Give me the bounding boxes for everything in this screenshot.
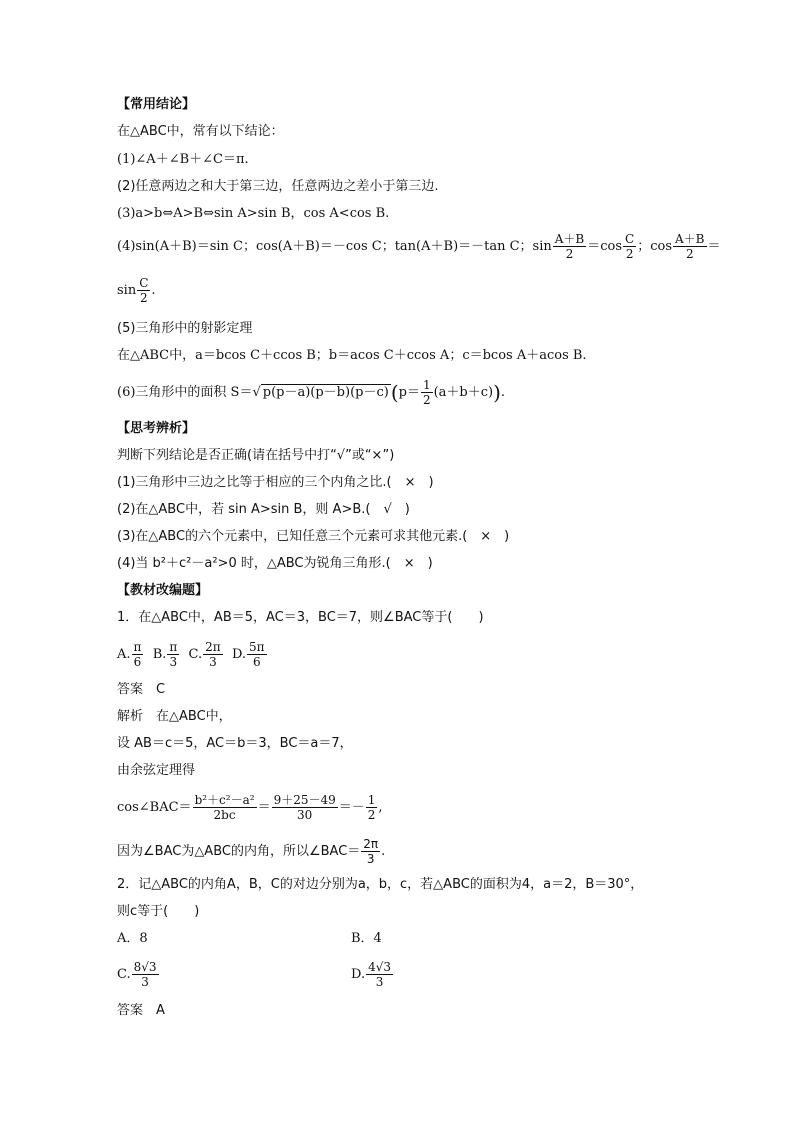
option-c-value <box>132 960 159 989</box>
heron-radicand: p(p－a)(p－b)(p－c) <box>262 385 389 400</box>
fraction-numerator: A＋B <box>675 232 705 246</box>
question-2-answer: 答案 A <box>117 1003 165 1018</box>
judge-3: (3)在△ABC的六个元素中，已知任意三个元素可求其他元素.( × ) <box>117 529 510 544</box>
judge-2: (2)在△ABC中，若 sin A>sin B，则 A>B.( √ ) <box>117 502 410 517</box>
half-angle-fraction-2 <box>673 232 707 261</box>
conclusion-6: (6)三角形中的面积 S＝√ p(p－a)(p－b)(p－c) (p＝ $\frac{1}{2}$ (a＋b＋c)). <box>117 378 506 407</box>
question-1-analysis: 解析 在△ABC中， <box>117 709 232 724</box>
fraction-numerator: 1 <box>422 378 431 392</box>
fraction-denominator: 6 <box>252 655 261 669</box>
question-2-option-c <box>117 960 160 989</box>
fraction-numerator: 9＋25－49 <box>273 793 336 807</box>
fraction-denominator: 3 <box>209 655 217 669</box>
perimeter-sum: (a＋b＋c) <box>433 385 494 400</box>
fraction-denominator: 2 <box>625 247 634 261</box>
intro-line: 在△ABC中，常有以下结论： <box>117 124 284 139</box>
conclusion-text: 因为∠BAC为△ABC的内角，所以∠BAC＝ <box>117 844 361 859</box>
fraction-numerator: 5π <box>249 640 265 654</box>
judge-4: (4)当 b²＋c²－a²>0 时，△ABC为锐角三角形.( × ) <box>117 556 433 571</box>
numeric-fraction <box>272 793 338 822</box>
fraction-denominator: 2 <box>367 808 376 822</box>
c-half-fraction-2 <box>137 276 150 305</box>
fraction-denominator: 3 <box>141 975 149 989</box>
question-1-cosine: cos∠BAC＝ $\frac{\text{b²＋c²－a²}}{2bc}$ ＝ $\frac{9+25-49}{30}$ ＝－ $\frac{1}{2}$ , <box>117 793 383 822</box>
fraction-denominator: 2 <box>565 247 574 261</box>
angle-result <box>361 837 380 866</box>
option-a-value <box>132 640 144 669</box>
judge-1: (1)三角形中三边之比等于相应的三个内角之比.( × ) <box>117 475 434 490</box>
half-fraction <box>421 378 433 407</box>
fraction-numerator: C <box>625 232 635 246</box>
section-textbook: 【教材改编题】 <box>117 583 209 598</box>
option-a-label: A. <box>117 647 131 662</box>
judge-instruction: 判断下列结论是否正确(请在括号中打“√”或“×”) <box>117 448 395 463</box>
fraction-numerator: 4√3 <box>368 960 392 974</box>
question-1: 1．在△ABC中，AB＝5，AC＝3，BC＝7，则∠BAC等于( ) <box>117 610 484 625</box>
fraction-numerator: 8√3 <box>133 960 157 974</box>
conclusion-2: (2)任意两边之和大于第三边，任意两边之差小于第三边. <box>117 179 439 194</box>
question-2-cont: 则c等于( ) <box>117 904 200 919</box>
question-1-conclusion: 因为∠BAC为△ABC的内角，所以∠BAC＝ $\frac{2\pi}{3}$ . <box>117 837 386 866</box>
option-d-value <box>247 640 267 669</box>
question-2-option-a: A．8 <box>117 931 148 946</box>
fraction-numerator: π <box>169 640 178 654</box>
conclusion-4 <box>117 232 721 261</box>
sin-text: sin <box>117 283 137 298</box>
option-d-value <box>366 960 393 989</box>
option-d-label: D. <box>351 967 366 982</box>
section-thinking: 【思考辨析】 <box>117 421 196 436</box>
fraction-numerator: π <box>133 640 142 654</box>
option-c-label: C. <box>117 967 131 982</box>
option-b-value <box>167 640 179 669</box>
area-label: (6)三角形中的面积 S＝ <box>117 385 253 400</box>
fraction-denominator: 30 <box>297 808 313 822</box>
conclusion-4-cont: sin $\frac{C}{2}$ . <box>117 276 156 305</box>
conclusion-1: (1)∠A＋∠B＋∠C＝π. <box>117 152 249 167</box>
fraction-numerator: C <box>139 276 149 290</box>
half-result <box>366 793 378 822</box>
option-c-label: C. <box>188 647 203 662</box>
fraction-denominator: 6 <box>133 655 142 669</box>
option-d-label: D. <box>231 647 247 662</box>
p-label: p＝ <box>398 385 420 400</box>
fraction-denominator: 3 <box>375 975 384 989</box>
question-1-answer: 答案 C <box>117 682 166 697</box>
conclusion-4-text: (4)sin(A＋B)＝sin C；cos(A＋B)＝－cos C；tan(A＋B)＝－tan C；sin <box>117 239 552 254</box>
conclusion-3: (3)a>b⇔A>B⇔sin A>sin B，cos A<cos B. <box>117 206 390 221</box>
cos-bac-label: cos∠BAC＝ <box>117 800 192 815</box>
question-2: 2．记△ABC的内角A，B，C的对边分别为a，b，c，若△ABC的面积为4，a＝2，B＝30°， <box>117 877 644 892</box>
fraction-numerator: 2π <box>363 837 379 851</box>
option-c-value <box>203 640 223 669</box>
fraction-denominator: 2bc <box>213 808 236 822</box>
conclusion-5: (5)三角形中的射影定理 <box>117 321 253 336</box>
cos-text-2: ；cos <box>637 239 673 254</box>
fraction-numerator: A＋B <box>554 232 585 246</box>
cos-text: ＝cos <box>587 239 623 254</box>
fraction-numerator: 1 <box>367 793 376 807</box>
section-common-conclusions: 【常用结论】 <box>117 97 196 112</box>
fraction-denominator: 2 <box>139 291 148 305</box>
fraction-numerator: 2π <box>205 640 221 654</box>
question-1-law: 由余弦定理得 <box>117 763 196 778</box>
fraction-denominator: 2 <box>422 393 431 407</box>
half-angle-fraction <box>553 232 587 261</box>
question-2-option-b: B．4 <box>351 931 382 946</box>
fraction-denominator: 3 <box>366 852 375 866</box>
conclusion-5-formula: 在△ABC中，a＝bcos C＋ccos B；b＝acos C＋ccos A；c＝bcos A＋acos B. <box>117 348 587 363</box>
question-2-option-d <box>351 960 394 989</box>
fraction-denominator: 2 <box>685 247 694 261</box>
c-half-fraction <box>623 232 636 261</box>
question-1-setup: 设 AB＝c＝5，AC＝b＝3，BC＝a＝7， <box>117 736 353 751</box>
equals-sign: ＝ <box>707 239 721 254</box>
cosine-law-fraction <box>193 793 257 822</box>
question-1-options <box>117 640 268 669</box>
fraction-denominator: 3 <box>169 655 178 669</box>
option-b-label: B. <box>152 647 167 662</box>
fraction-numerator: b²＋c²－a² <box>194 793 255 807</box>
negative-sign: ＝－ <box>338 800 365 815</box>
